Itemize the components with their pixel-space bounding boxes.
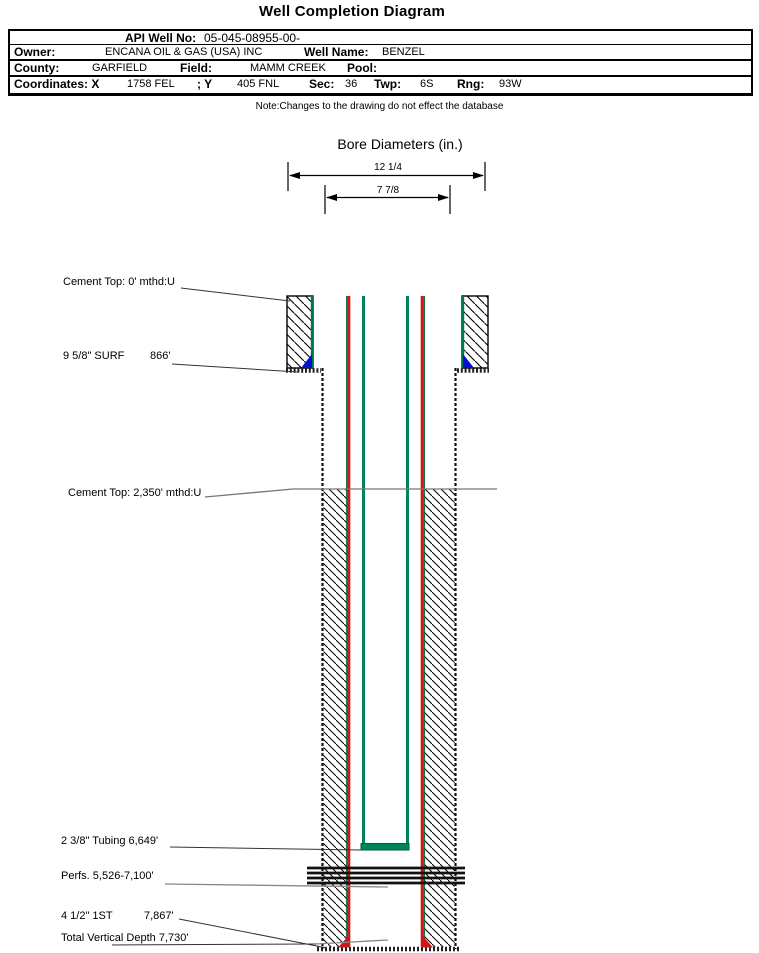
surface-cement-right [462,296,488,368]
surface-casing-depth: 866' [150,350,171,362]
outer-dim-arrow-right [473,172,484,179]
cement-top-production-label: Cement Top: 2,350' mthd:U [68,487,202,499]
inner-bore-value: 7 7/8 [376,185,400,196]
perfs-label: Perfs. 5,526-7,100' [61,870,154,882]
sec-value: 36 [345,78,358,90]
cement-top-surface-label: Cement Top: 0' mthd:U [63,276,175,288]
tubing-bottom [361,844,409,851]
county-value: GARFIELD [92,62,148,74]
tvd-label: Total Vertical Depth 7,730' [61,932,189,944]
outer-dim-arrow-left [289,172,300,179]
pool-label: Pool: [347,61,377,75]
cement-top-surface-leader [181,288,290,301]
database-note: Note:Changes to the drawing do not effect the database [255,101,504,112]
well-name-label: Well Name: [304,45,369,59]
field-label: Field: [180,61,212,75]
coordinates-y-value: 405 FNL [237,78,280,90]
inner-dim-arrow-right [438,194,449,201]
well-name-value: BENZEL [382,46,425,58]
bore-diameters-title: Bore Diameters (in.) [337,136,463,152]
surface-casing-label: 9 5/8" SURF [63,350,125,362]
twp-value: 6S [420,78,434,90]
production-casing-label: 4 1/2" 1ST [61,910,113,922]
county-label: County: [14,61,60,75]
inner-dim-arrow-left [326,194,337,201]
owner-label: Owner: [14,45,56,59]
coordinates-x-value: 1758 FEL [127,78,175,90]
production-casing-depth: 7,867' [144,910,174,922]
rng-value: 93W [499,78,522,90]
page-title: Well Completion Diagram [258,3,445,20]
coordinates-y-label: ; Y [197,77,213,91]
field-value: MAMM CREEK [250,62,326,74]
outer-bore-value: 12 1/4 [374,162,402,173]
tvd-leader-black [112,944,316,945]
coordinates-label: Coordinates: X [14,77,100,91]
surface-casing-leader [172,364,298,372]
api-value: 05-045-08955-00- [204,31,301,45]
perfs-leader [165,884,388,887]
tubing-label: 2 3/8" Tubing 6,649' [61,835,159,847]
api-label: API Well No: [125,31,197,45]
sec-label: Sec: [309,77,335,91]
inner-bore-dimension [325,185,450,214]
surface-cement-left [287,296,313,368]
rng-label: Rng: [457,77,485,91]
owner-value: ENCANA OIL & GAS (USA) INC [105,46,263,58]
twp-label: Twp: [374,77,402,91]
